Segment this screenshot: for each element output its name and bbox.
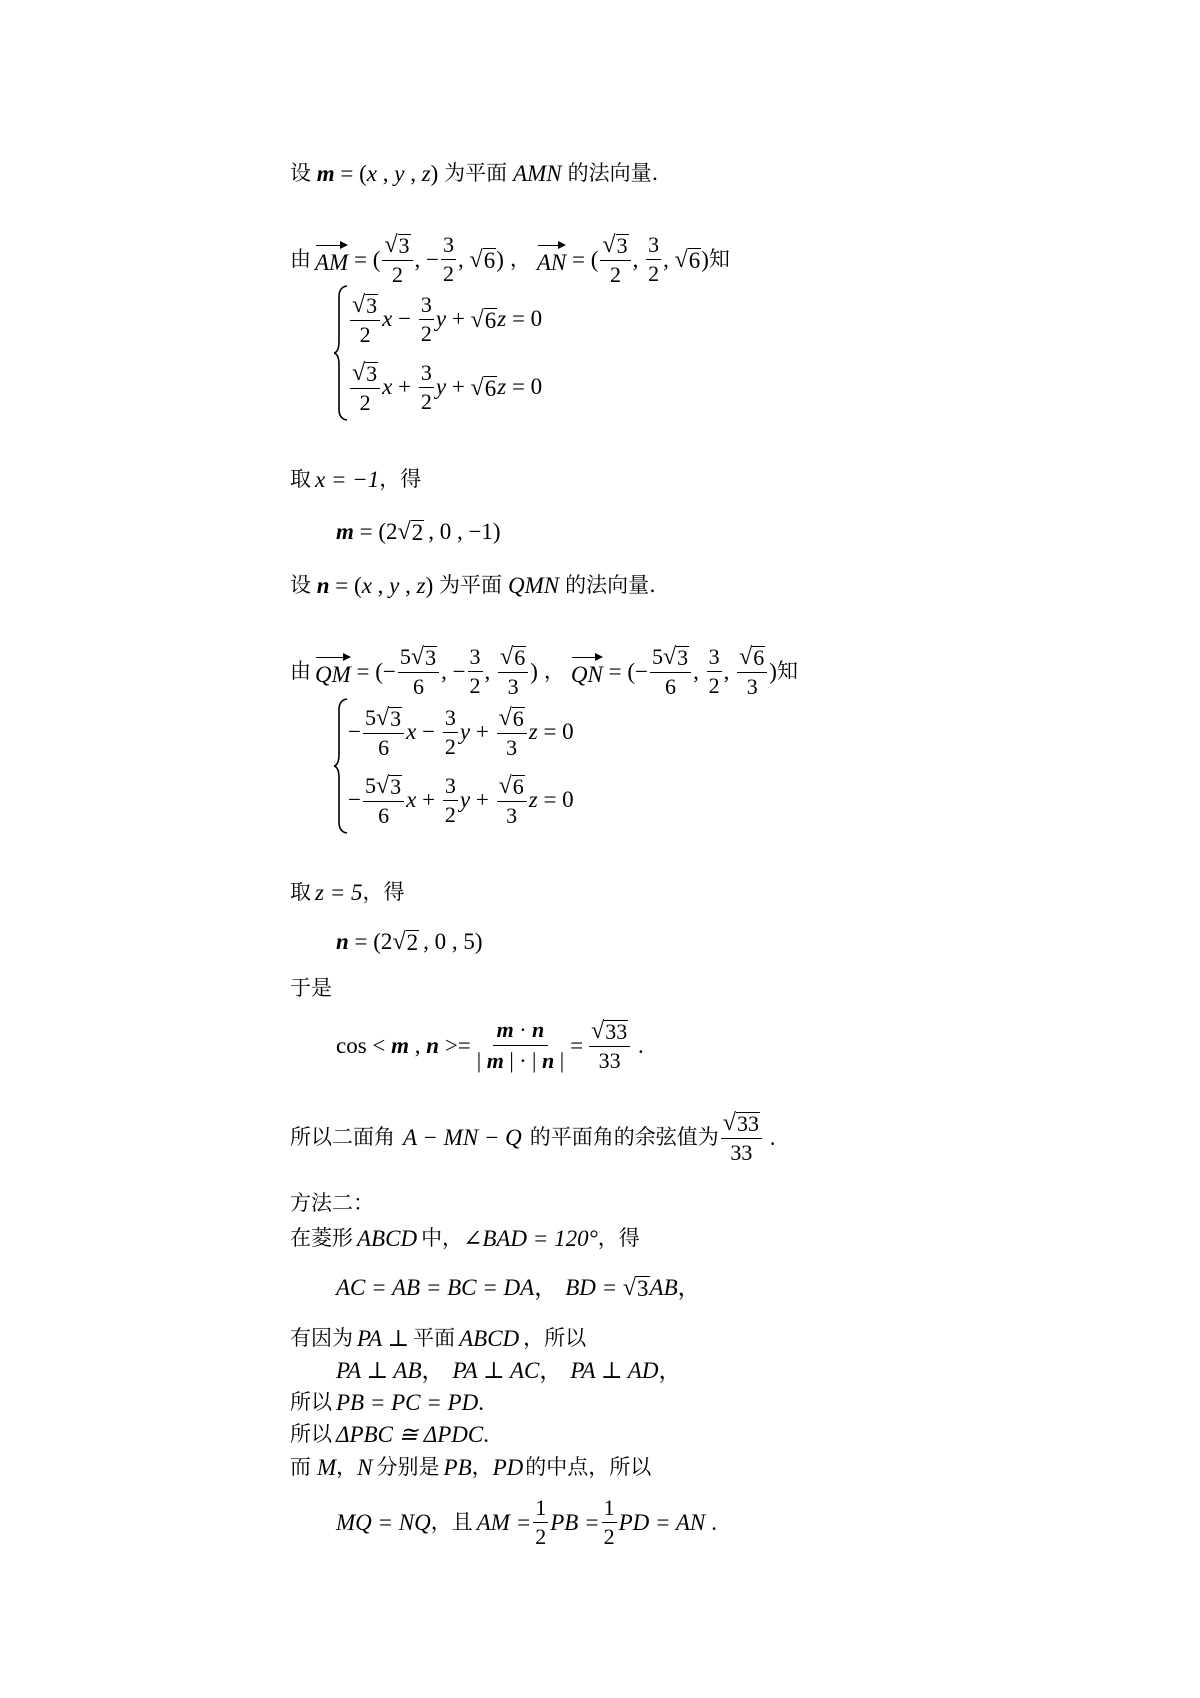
text: 所以 [290, 1422, 332, 1446]
text: 知 [776, 658, 798, 683]
equation: − 5 √ 3 6 x − $\frac{3}{2}$ y + √ 6 3 z = 0 [348, 704, 574, 760]
formula: PA ⊥ AD [570, 1358, 659, 1383]
text: ， [534, 1274, 558, 1300]
formula: BD = [565, 1274, 618, 1300]
formula: x = −1 [315, 467, 380, 492]
text: 设 [290, 573, 311, 597]
line-m-result [336, 518, 501, 544]
sqrt: √ 2 [397, 519, 424, 545]
line-method-two [290, 1193, 374, 1214]
point: N [357, 1455, 373, 1480]
text: 有因为 [290, 1326, 353, 1350]
text: . [483, 1422, 489, 1447]
text: . [478, 1390, 484, 1415]
text: ， [471, 1455, 493, 1479]
formula: A − MN − Q [403, 1124, 522, 1150]
formula: ∠BAD = 120° [463, 1226, 598, 1251]
heading: 方法二： [290, 1191, 374, 1215]
text: 在菱形 [290, 1226, 353, 1250]
line-rhombus [290, 1227, 640, 1250]
text: 所以二面角 [290, 1124, 395, 1149]
text: 的平面角的余弦值为 [529, 1124, 719, 1149]
formula: AC = AB = BC = DA [336, 1274, 535, 1300]
equation: √ 3 2 x + $\frac{3}{2}$ y + √ 6 z = 0 [352, 359, 543, 415]
formula-an: AN = ( √ 3 2 , $\frac{3}{2}$ , √ 6 ) [536, 231, 709, 287]
formula: = (2 [354, 928, 393, 954]
text: 由 [290, 246, 311, 271]
text: ，得 [379, 467, 422, 491]
line-normal-vector-m [290, 162, 658, 185]
vector-n: n [336, 928, 349, 954]
vector-m: m [336, 518, 354, 544]
fraction-half: $\frac{1}{2}$ [535, 1495, 547, 1549]
text: 所以 [290, 1390, 332, 1414]
vector-n: n [311, 573, 330, 598]
formula: PB = [550, 1510, 600, 1535]
point: M [317, 1455, 337, 1480]
line-vectors-qm-qn [290, 644, 798, 698]
text: . [711, 1510, 718, 1535]
formula: AB [649, 1274, 678, 1300]
text: ，所以 [523, 1326, 587, 1350]
formula: PB = PC = PD [336, 1390, 479, 1415]
line-perp-list [336, 1359, 681, 1382]
text: 由 [290, 658, 311, 683]
line-vectors-am-an [290, 232, 730, 286]
text: 取 [290, 467, 311, 491]
equation-system-2 [348, 698, 574, 834]
text: 中， [421, 1226, 464, 1250]
line-n-result [336, 928, 483, 954]
formula: , 0 , 5) [423, 928, 483, 954]
text: ， [421, 1358, 445, 1383]
text: 分别是 [376, 1455, 440, 1479]
formula: ABCD [357, 1226, 418, 1251]
equation: − 5 √ 3 6 x + $\frac{3}{2}$ y + √ 6 3 z = 0 [348, 772, 574, 828]
text: 为平面 [444, 161, 508, 185]
text: 为平面 [439, 573, 502, 597]
text: 的法向量. [565, 573, 656, 597]
text: 取 [290, 880, 311, 904]
formula: = (x , y , z) [334, 161, 445, 186]
text: 知 [708, 246, 730, 271]
formula: PD = AN [618, 1510, 706, 1535]
formula-qm: QM = (− 5 √ 3 6 , − $\frac{3}{2}$ , √ 6 3 ) [315, 643, 538, 699]
formula: z = 5 [315, 880, 363, 905]
plane-name: AMN [513, 161, 562, 186]
formula: = (x , y , z) [329, 573, 439, 598]
equation: √ 3 2 x − $\frac{3}{2}$ y + √ 6 z = 0 [352, 291, 543, 347]
sqrt: √ 3 [622, 1275, 649, 1301]
formula: PA ⊥ AC [452, 1358, 540, 1383]
text: ，得 [362, 880, 405, 904]
brace-icon [334, 698, 348, 834]
text: 设 [290, 161, 311, 185]
text: 平面 [413, 1326, 456, 1350]
line-perpendicular [290, 1327, 586, 1350]
sqrt: √ 2 [392, 929, 419, 955]
formula: PA ⊥ [357, 1326, 410, 1351]
text: ， [336, 1455, 358, 1479]
formula: = (2 [359, 518, 398, 544]
line-normal-vector-n [290, 574, 656, 597]
line-midpoints [290, 1456, 651, 1479]
text: ，且 [430, 1510, 473, 1534]
segment: PB [443, 1455, 472, 1480]
segment: PD [492, 1455, 524, 1480]
text: 而 [290, 1455, 311, 1479]
line-mq-nq [336, 1497, 717, 1548]
text: ， [509, 246, 531, 271]
plane-name: QMN [508, 573, 560, 598]
formula: ΔPBC ≅ ΔPDC [336, 1422, 484, 1447]
text: 的中点，所以 [525, 1455, 652, 1479]
vector-m: m [311, 161, 335, 186]
text: ， [543, 658, 565, 683]
formula: AM = [476, 1510, 532, 1535]
line-cos-formula: cos < m , n >= $\frac{m \cdot n}{| m | \cdot | n |}$ = √ 33 33 . [336, 1016, 644, 1073]
formula: ABCD [459, 1326, 520, 1351]
brace-icon [334, 285, 348, 421]
fraction: √ 33 33 [721, 1110, 762, 1164]
text: ，得 [597, 1226, 640, 1250]
text: ， [539, 1358, 563, 1383]
text: 的法向量. [567, 161, 659, 185]
formula: MQ = NQ [336, 1510, 431, 1535]
fraction-half: $\frac{1}{2}$ [603, 1495, 615, 1549]
text: 于是 [290, 976, 332, 1000]
text: ， [658, 1358, 682, 1383]
line-congruent [290, 1423, 489, 1446]
line-equal-sides [336, 1274, 701, 1300]
line-take-x [290, 468, 421, 491]
formula: , 0 , −1) [428, 518, 501, 544]
formula-qn: QN = (− 5 √ 3 6 , $\frac{3}{2}$ , √ 6 3 ) [570, 643, 777, 699]
line-therefore [290, 978, 332, 999]
equation-system-1 [348, 285, 542, 421]
formula: PA ⊥ AB [336, 1358, 422, 1383]
formula-am: AM = ( √ 3 2 , − $\frac{3}{2}$ , √ 6 ) [315, 231, 504, 287]
line-pb-pc-pd [290, 1391, 484, 1414]
text: ， [677, 1274, 701, 1300]
line-conclusion: 所以二面角 A − MN − Q 的平面角的余弦值为 √ 33 33 . [290, 1110, 776, 1165]
line-take-z [290, 881, 404, 904]
